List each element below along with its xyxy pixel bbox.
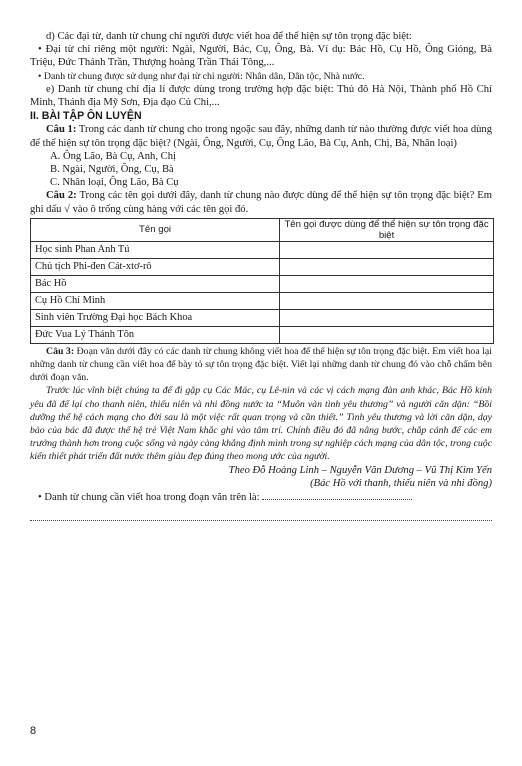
- table-cell-name: Sinh viên Trường Đại học Bách Khoa: [31, 309, 280, 326]
- table-row: [31, 309, 494, 326]
- question-2-text: Trong các tên gọi dưới đây, danh từ chung nào được dùng để thể hiện sự tôn trọng đặc biệt? Em ghi dấu √ vào ô trống cùng hàng với các tên gọi đó.: [30, 190, 492, 215]
- question-2-table: [30, 218, 494, 344]
- table-cell-name: Cụ Hồ Chí Minh: [31, 292, 280, 309]
- table-cell-checkbox[interactable]: [280, 292, 494, 309]
- table-cell-name: Học sinh Phan Anh Tú: [31, 241, 280, 258]
- table-header-row: [31, 218, 494, 241]
- question-3-text: Đoạn văn dưới đây có các danh từ chung không viết hoa để thể hiện sự tôn trọng đặc biệt. Em viết hoa lại những danh từ chung cần viết hoa để bày tỏ sự tôn trọng đặc biệt. Viết lại những danh từ chung đó vào chỗ chấm bên dưới đoạn văn.: [30, 345, 492, 384]
- question-3: [30, 345, 492, 385]
- section-e-text: e) Danh từ chung chỉ địa lí được dùng trong trường hợp đặc biệt: Thủ đô Hà Nội, Thành phố Hồ Chí Minh, Thánh địa Mỹ Sơn, Địa đạo Củ Chi,...: [30, 83, 492, 109]
- answer-prompt-line: [30, 490, 492, 504]
- page-number: 8: [30, 725, 37, 737]
- passage-source-author: Theo Đỗ Hoàng Linh – Nguyễn Văn Dương – Vũ Thị Kim Yến: [228, 464, 492, 476]
- section-d-bullet-1: • Đại từ chỉ riêng một người: Ngài, Người, Bác, Cụ, Ông, Bà. Ví dụ: Bác Hồ, Cụ Hồ, Ông Gióng, Bà Triệu, Đức Thánh Trần, Thượng hoàng Trần Thái Tông,...: [30, 44, 492, 69]
- question-1: [30, 123, 492, 149]
- question-3-passage-block: [30, 384, 492, 463]
- table-cell-name: Đức Vua Lý Thánh Tôn: [31, 326, 280, 343]
- table-row: [31, 292, 494, 309]
- table-row: [31, 275, 494, 292]
- section-d-bullet-2: • Danh từ chung được sử dụng như đại từ chỉ người: Nhân dân, Dân tộc, Nhà nước.: [38, 70, 365, 82]
- answer-blank-line[interactable]: [30, 507, 492, 521]
- table-row: [31, 326, 494, 343]
- table-cell-checkbox[interactable]: [280, 309, 494, 326]
- passage-source-book: (Bác Hồ với thanh, thiếu niên và nhi đồng): [310, 477, 492, 489]
- table-header-respect: Tên gọi được dùng để thể hiện sự tôn trọng đặc biệt: [280, 218, 494, 241]
- question-3-label: Câu 3:: [46, 345, 75, 357]
- question-1-label: Câu 1:: [46, 124, 77, 136]
- question-2: [30, 189, 492, 215]
- section-d-text: d) Các đại từ, danh từ chung chỉ người được viết hoa để thể hiện sự tôn trọng đặc biệt:: [46, 31, 412, 42]
- question-1-option-a: A. Ông Lão, Bà Cụ, Anh, Chị: [50, 150, 176, 162]
- table-cell-checkbox[interactable]: [280, 258, 494, 275]
- table-cell-checkbox[interactable]: [280, 241, 494, 258]
- answer-prompt: • Danh từ chung cần viết hoa trong đoạn văn trên là:: [38, 492, 260, 504]
- question-1-option-c: C. Nhân loại, Ông Lão, Bà Cụ: [50, 177, 179, 189]
- answer-blank-inline[interactable]: [262, 490, 412, 500]
- table-row: [31, 258, 494, 275]
- question-1-option-b: B. Ngài, Người, Ông, Cụ, Bà: [50, 164, 174, 176]
- table-cell-name: Bác Hồ: [31, 275, 280, 292]
- table-row: [31, 241, 494, 258]
- question-3-passage: Trước lúc vĩnh biệt chúng ta để đi gặp cụ Các Mác, cụ Lê-nin và các vị cách mạng đàn anh khác, Bác Hồ kính yêu đã để lại cho thanh niên, thiếu niên và nhi đồng nước ta “Muôn vàn tình yêu thương” và người căn dặn: “Bồi dưỡng thế hệ cách mạng cho đời sau là một việc rất quan trọng và cần thiết.” Tình yêu thương và lời căn dặn, dạy bảo của bác đã được thế hệ trẻ Việt Nam khắc ghi vào tâm trí. Chính điều đó đã nâng bước, chắp cánh để các em trưởng thành hơn trong cuộc sống và ngày càng khẳng định mình trong sự nghiệp cách mạng của dân tộc, trong cuộc kiến thiết phát triển đất nước thêm giàu đẹp đúng theo mong ước của người.: [30, 385, 492, 463]
- table-cell-checkbox[interactable]: [280, 275, 494, 292]
- table-cell-checkbox[interactable]: [280, 326, 494, 343]
- table-header-name: Tên gọi: [31, 218, 280, 241]
- question-1-text: Trong các danh từ chung cho trong ngoặc sau đây, những danh từ nào thường được viết hoa dùng để thể hiện sự tôn trọng đặc biệt? (Ngài, Ông, Người, Cụ, Ông Lão, Bà Cụ, Anh, Chị, Bà, Nhân loại): [30, 124, 493, 149]
- table-cell-name: Chủ tịch Phi-đen Cát-xtơ-rô: [31, 258, 280, 275]
- question-2-label: Câu 2:: [46, 190, 77, 202]
- section-ii-heading: II. BÀI TẬP ÔN LUYỆN: [30, 110, 142, 123]
